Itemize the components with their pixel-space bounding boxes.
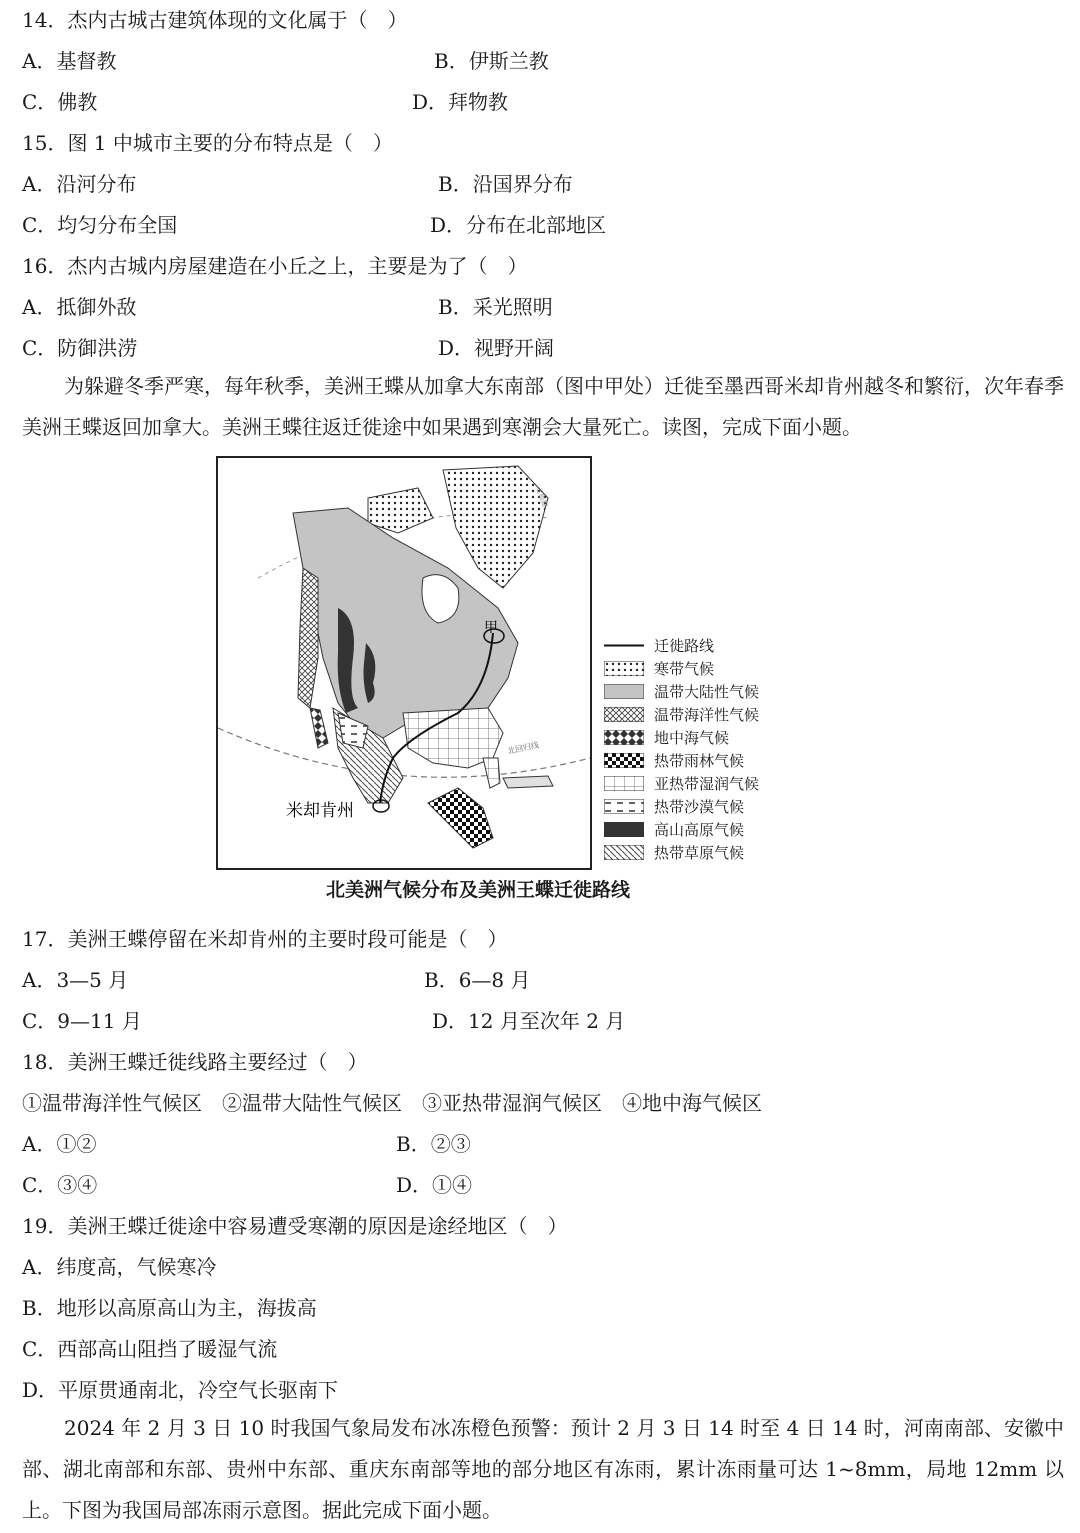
q17-option-b[interactable]: B．6—8 月 [424, 968, 531, 992]
crosshatch-swatch-icon [604, 707, 644, 722]
q16-option-d[interactable]: D．视野开阔 [438, 336, 555, 360]
q17-option-c[interactable]: C．9—11 月 [22, 1009, 142, 1033]
label-jia: 甲 [484, 620, 498, 636]
q15-option-b[interactable]: B．沿国界分布 [438, 172, 573, 196]
q15-option-c[interactable]: C．均匀分布全国 [22, 213, 178, 237]
grid-swatch-icon [604, 776, 644, 791]
q18-stem: 18．美洲王蝶迁徙线路主要经过（ ） [22, 1050, 368, 1074]
legend-item-desert [604, 797, 784, 817]
dashes-swatch-icon [604, 799, 644, 814]
florida [483, 758, 500, 788]
q16-option-c[interactable]: C．防御洪涝 [22, 336, 138, 360]
passage-monarch: 为躲避冬季严寒，每年秋季，美洲王蝶从加拿大东南部（图中甲处）迁徙至墨西哥米却肯州越冬和繁衍，次年春季美洲王蝶返回加拿大。美洲王蝶往返迁徙途中如果遇到寒潮会大量死亡。读图，完成下面小题。 [22, 374, 1064, 439]
route-line-icon [604, 638, 644, 653]
tropic-line [218, 728, 590, 777]
legend-label: 亚热带湿润气候 [654, 775, 760, 793]
legend-label: 地中海气候 [654, 729, 730, 747]
q14-option-d[interactable]: D．拜物教 [412, 90, 509, 114]
q14-option-b[interactable]: B．伊斯兰教 [434, 49, 549, 73]
label-michoacan: 米却肯州 [286, 801, 354, 821]
q19-option-c[interactable]: C．西部高山阻挡了暖湿气流 [22, 1337, 278, 1361]
q16-option-b[interactable]: B．采光照明 [438, 295, 553, 319]
q16-option-a[interactable]: A．抵御外敌 [22, 295, 137, 319]
legend-label: 温带大陆性气候 [654, 683, 760, 701]
q15-option-d[interactable]: D．分布在北部地区 [430, 213, 607, 237]
q19-option-a[interactable]: A．纬度高，气候寒冷 [22, 1255, 217, 1279]
q14-option-a[interactable]: A．基督教 [22, 49, 117, 73]
q17-option-a[interactable]: A．3—5 月 [22, 968, 129, 992]
legend-label: 迁徙路线 [654, 637, 715, 655]
q18-option-a[interactable]: A．①② [22, 1132, 97, 1156]
dots-swatch-icon [604, 661, 644, 676]
legend-item-mediterranean [604, 728, 784, 748]
legend-item-continental [604, 682, 784, 702]
mediterranean-zone [310, 708, 328, 748]
oceanic-zone [298, 568, 318, 708]
label-tropic: 北回归线 [506, 740, 540, 756]
gray-swatch-icon [604, 684, 644, 699]
figure-caption: 北美洲气候分布及美洲王蝶迁徙路线 [326, 879, 631, 901]
q15-option-a[interactable]: A．沿河分布 [22, 172, 137, 196]
legend-label: 寒带气候 [654, 660, 715, 678]
legend-label: 热带沙漠气候 [654, 798, 745, 816]
q16-stem: 16．杰内古城内房屋建造在小丘之上，主要是为了（ ） [22, 254, 528, 278]
tropical-rainforest-zone [428, 788, 493, 848]
q14-stem: 14．杰内古城古建筑体现的文化属于（ ） [22, 8, 408, 32]
q18-items: ①温带海洋性气候区 ②温带大陆性气候区 ③亚热带湿润气候区 ④地中海气候区 [22, 1091, 762, 1115]
q14-option-c[interactable]: C．佛教 [22, 90, 98, 114]
passage-freezing-rain: 2024 年 2 月 3 日 10 时我国气象局发布冰冻橙色预警：预计 2 月 3 日 14 时至 4 日 14 时，河南南部、安徽中部、湖北南部和东部、贵州中东部、重庆东南部等地的部分地区有冻雨，累计冻雨量可达 1~8mm，局地 12mm 以上。下图为我国局部冻雨示意图。据此完成下面小题。 [22, 1416, 1064, 1522]
q15-stem: 15．图 1 中城市主要的分布特点是（ ） [22, 131, 393, 155]
legend-item-polar [604, 659, 784, 679]
map-svg [218, 458, 590, 868]
legend-label: 高山高原气候 [654, 821, 745, 839]
legend-item-subtropical [604, 774, 784, 794]
q17-option-d[interactable]: D．12 月至次年 2 月 [432, 1009, 626, 1033]
diagonal-swatch-icon [604, 845, 644, 860]
checker-swatch-icon [604, 753, 644, 768]
diamonds-swatch-icon [604, 730, 644, 745]
dark-swatch-icon [604, 822, 644, 837]
q18-option-d[interactable]: D．①④ [396, 1173, 473, 1197]
legend-item-highland [604, 820, 784, 840]
greenland-polar-zone [443, 466, 548, 588]
legend-item-savanna [604, 843, 784, 863]
legend-label: 热带雨林气候 [654, 752, 745, 770]
caribbean-islands [503, 776, 553, 788]
label-arctic: 北极圈 [534, 485, 549, 509]
q17-stem: 17．美洲王蝶停留在米却肯州的主要时段可能是（ ） [22, 927, 508, 951]
q19-stem: 19．美洲王蝶迁徙途中容易遭受寒潮的原因是途经地区（ ） [22, 1214, 568, 1238]
arctic-islands [368, 488, 433, 533]
legend-label: 热带草原气候 [654, 844, 745, 862]
north-america-climate-map [216, 456, 592, 870]
q19-option-d[interactable]: D．平原贯通南北，冷空气长驱南下 [22, 1378, 339, 1402]
legend-label: 温带海洋性气候 [654, 706, 760, 724]
legend-item-route [604, 636, 784, 656]
q19-option-b[interactable]: B．地形以高原高山为主，海拔高 [22, 1296, 317, 1320]
legend-item-oceanic [604, 705, 784, 725]
q18-option-c[interactable]: C．③④ [22, 1173, 98, 1197]
q18-option-b[interactable]: B．②③ [396, 1132, 471, 1156]
legend-item-rainforest [604, 751, 784, 771]
